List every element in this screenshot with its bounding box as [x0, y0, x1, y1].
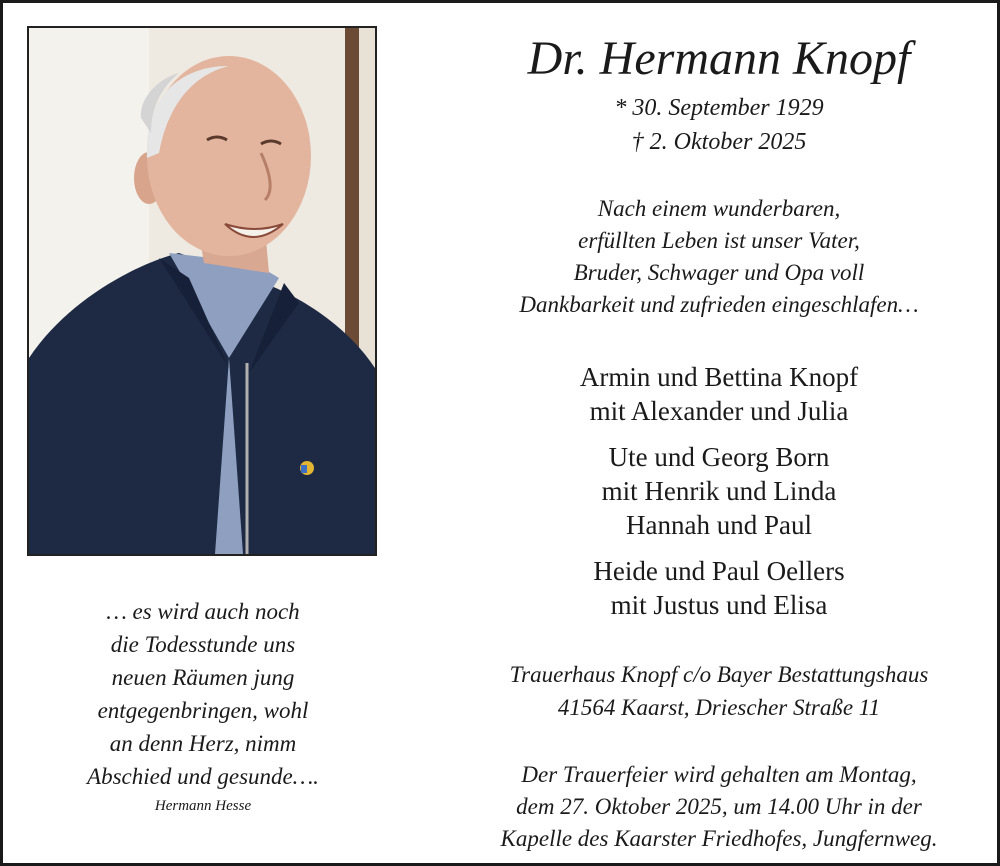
address-line: Trauerhaus Knopf c/o Bayer Bestattungshaus [509, 662, 929, 687]
address-line: 41564 Kaarst, Driescher Straße 11 [557, 695, 881, 720]
mourning-address [435, 658, 1000, 724]
family-group-born [435, 440, 1000, 542]
life-dates [435, 91, 1000, 159]
family-group-oellers [435, 554, 1000, 622]
deceased-name: Dr. Hermann Knopf [527, 32, 911, 85]
family-line: mit Henrik und Linda [601, 476, 837, 506]
service-line: dem 27. Oktober 2025, um 14.00 Uhr in der [516, 794, 922, 819]
intro-line: Dankbarkeit und zufrieden eingeschlafen… [519, 292, 919, 317]
portrait-photo [27, 26, 377, 556]
family-line: Armin und Bettina Knopf [579, 362, 859, 392]
quote-block [27, 595, 379, 817]
family-line: Ute und Georg Born [608, 442, 830, 472]
quote-line: neuen Räumen jung [111, 665, 295, 690]
quote-line: an denn Herz, nimm [109, 731, 297, 756]
birth-date: * 30. September 1929 [614, 95, 824, 121]
family-line: Hannah und Paul [626, 510, 812, 540]
family-line: mit Alexander und Julia [589, 396, 849, 426]
quote-author: Hermann Hesse [154, 798, 252, 814]
death-date: † 2. Oktober 2025 [631, 129, 807, 155]
family-line: mit Justus und Elisa [610, 590, 828, 620]
quote-line: die Todesstunde uns [110, 632, 296, 657]
quote-line: … es wird auch noch [106, 599, 300, 624]
intro-line: Nach einem wunderbaren, [597, 196, 841, 221]
service-line: Kapelle des Kaarster Friedhofes, Jungfernweg. [500, 826, 938, 851]
funeral-service-info [435, 759, 1000, 855]
quote-line: entgegenbringen, wohl [97, 698, 309, 723]
quote-line: Abschied und gesunde…. [87, 764, 319, 789]
family-line: Heide und Paul Oellers [593, 556, 845, 586]
service-line: Der Trauerfeier wird gehalten am Montag, [521, 762, 917, 787]
family-group-knopf [435, 360, 1000, 428]
intro-text [435, 193, 1000, 321]
intro-line: erfüllten Leben ist unser Vater, [578, 228, 860, 253]
intro-line: Bruder, Schwager und Opa voll [573, 260, 865, 285]
